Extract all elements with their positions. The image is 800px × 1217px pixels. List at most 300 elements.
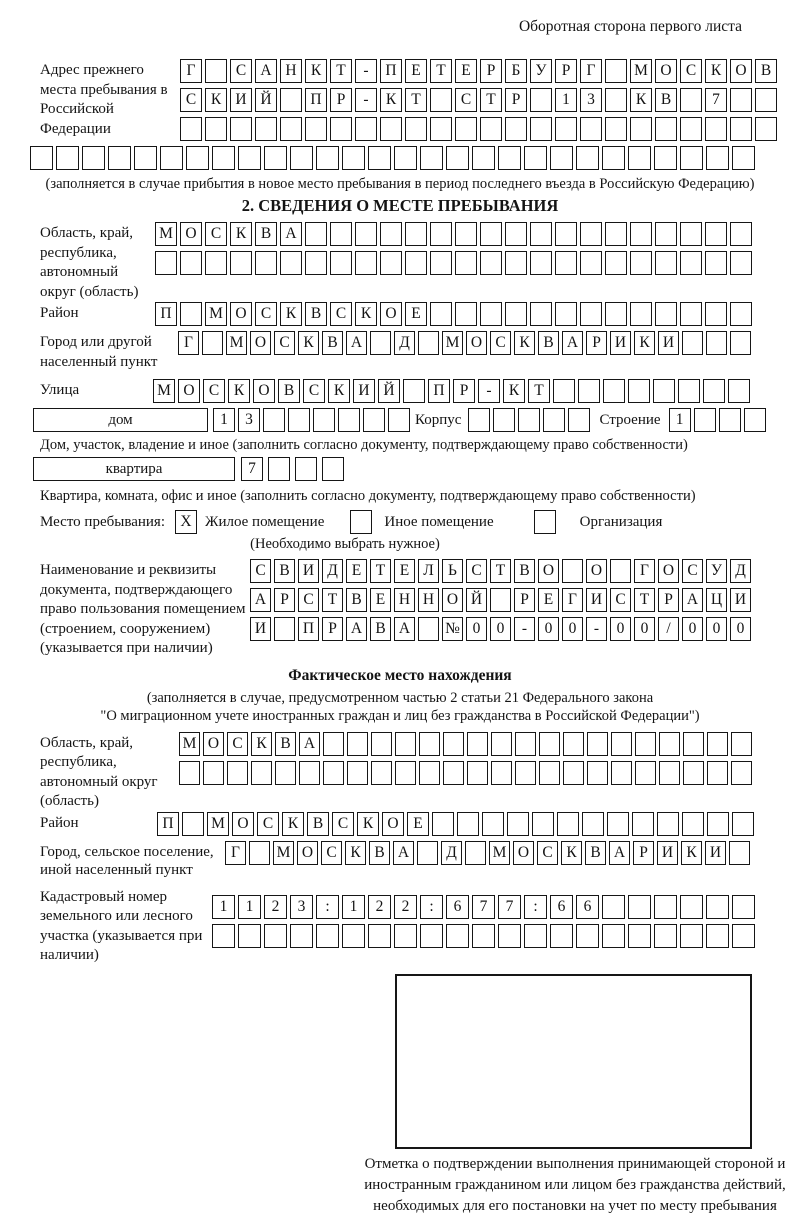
char-box[interactable]: О	[586, 559, 607, 583]
char-box[interactable]: 3	[238, 408, 260, 432]
char-box[interactable]	[405, 251, 427, 275]
char-box[interactable]: Г	[225, 841, 246, 865]
char-box[interactable]: 0	[706, 617, 727, 641]
char-box[interactable]: А	[299, 732, 320, 756]
char-box[interactable]	[380, 117, 402, 141]
char-box[interactable]	[630, 222, 652, 246]
char-box[interactable]	[628, 924, 651, 948]
char-box[interactable]: И	[586, 588, 607, 612]
char-box[interactable]: Е	[455, 59, 477, 83]
char-box[interactable]	[635, 732, 656, 756]
char-box[interactable]: Р	[274, 588, 295, 612]
char-box[interactable]	[682, 812, 704, 836]
char-box[interactable]	[205, 251, 227, 275]
char-box[interactable]	[524, 146, 547, 170]
char-box[interactable]: О	[655, 59, 677, 83]
char-box[interactable]	[347, 732, 368, 756]
cadastre-row-1[interactable]	[212, 895, 758, 919]
char-box[interactable]	[505, 302, 527, 326]
char-box[interactable]	[680, 88, 702, 112]
char-box[interactable]	[323, 732, 344, 756]
char-box[interactable]	[56, 146, 79, 170]
char-box[interactable]: О	[380, 302, 402, 326]
char-box[interactable]	[230, 251, 252, 275]
char-box[interactable]: Д	[441, 841, 462, 865]
char-box[interactable]: -	[478, 379, 500, 403]
char-box[interactable]: И	[658, 331, 679, 355]
char-box[interactable]	[706, 146, 729, 170]
char-box[interactable]	[680, 117, 702, 141]
char-box[interactable]: К	[280, 302, 302, 326]
char-box[interactable]: 1	[342, 895, 365, 919]
char-box[interactable]	[491, 761, 512, 785]
char-box[interactable]: К	[205, 88, 227, 112]
char-box[interactable]	[530, 251, 552, 275]
char-box[interactable]: С	[257, 812, 279, 836]
char-box[interactable]	[380, 222, 402, 246]
char-box[interactable]	[680, 251, 702, 275]
char-box[interactable]	[605, 117, 627, 141]
char-box[interactable]: С	[298, 588, 319, 612]
char-box[interactable]	[530, 117, 552, 141]
char-box[interactable]: А	[250, 588, 271, 612]
char-box[interactable]: И	[657, 841, 678, 865]
char-box[interactable]: Е	[407, 812, 429, 836]
char-box[interactable]: В	[538, 331, 559, 355]
char-box[interactable]	[305, 251, 327, 275]
char-box[interactable]	[446, 924, 469, 948]
char-box[interactable]: 1	[212, 895, 235, 919]
actual-district-row[interactable]	[157, 812, 757, 836]
char-box[interactable]: А	[394, 617, 415, 641]
char-box[interactable]	[482, 812, 504, 836]
char-box[interactable]	[305, 222, 327, 246]
char-box[interactable]: :	[420, 895, 443, 919]
char-box[interactable]	[420, 924, 443, 948]
char-box[interactable]	[630, 302, 652, 326]
char-box[interactable]	[480, 117, 502, 141]
char-box[interactable]	[403, 379, 425, 403]
char-box[interactable]: В	[322, 331, 343, 355]
char-box[interactable]: С	[203, 379, 225, 403]
char-box[interactable]: В	[307, 812, 329, 836]
char-box[interactable]: П	[157, 812, 179, 836]
char-box[interactable]: Р	[633, 841, 654, 865]
char-box[interactable]	[706, 895, 729, 919]
char-box[interactable]	[480, 302, 502, 326]
char-box[interactable]	[305, 117, 327, 141]
char-box[interactable]: О	[538, 559, 559, 583]
char-box[interactable]	[580, 222, 602, 246]
char-box[interactable]	[555, 222, 577, 246]
char-box[interactable]	[238, 146, 261, 170]
char-box[interactable]	[342, 924, 365, 948]
char-box[interactable]: М	[207, 812, 229, 836]
char-box[interactable]	[578, 379, 600, 403]
char-box[interactable]	[635, 761, 656, 785]
char-box[interactable]: 0	[682, 617, 703, 641]
char-box[interactable]	[543, 408, 565, 432]
char-box[interactable]	[562, 559, 583, 583]
char-box[interactable]: О	[466, 331, 487, 355]
char-box[interactable]	[316, 924, 339, 948]
region-row-1[interactable]	[155, 222, 755, 246]
char-box[interactable]: О	[178, 379, 200, 403]
char-box[interactable]	[580, 251, 602, 275]
char-box[interactable]	[755, 88, 777, 112]
char-box[interactable]	[186, 146, 209, 170]
char-box[interactable]	[719, 408, 741, 432]
char-box[interactable]	[323, 761, 344, 785]
char-box[interactable]: 0	[610, 617, 631, 641]
char-box[interactable]: К	[345, 841, 366, 865]
char-box[interactable]: Б	[505, 59, 527, 83]
char-box[interactable]	[368, 924, 391, 948]
char-box[interactable]: М	[179, 732, 200, 756]
char-box[interactable]	[610, 559, 631, 583]
char-box[interactable]	[557, 812, 579, 836]
char-box[interactable]	[263, 408, 285, 432]
char-box[interactable]: 6	[576, 895, 599, 919]
char-box[interactable]: -	[514, 617, 535, 641]
char-box[interactable]	[182, 812, 204, 836]
char-box[interactable]	[654, 924, 677, 948]
char-box[interactable]: 2	[264, 895, 287, 919]
char-box[interactable]: О	[253, 379, 275, 403]
char-box[interactable]: И	[730, 588, 751, 612]
char-box[interactable]: Р	[480, 59, 502, 83]
char-box[interactable]: М	[153, 379, 175, 403]
char-box[interactable]: С	[455, 88, 477, 112]
char-box[interactable]: К	[630, 88, 652, 112]
char-box[interactable]	[388, 408, 410, 432]
char-box[interactable]	[205, 117, 227, 141]
korpus-row[interactable]	[468, 408, 593, 432]
char-box[interactable]: А	[609, 841, 630, 865]
char-box[interactable]: К	[705, 59, 727, 83]
char-box[interactable]	[605, 251, 627, 275]
char-box[interactable]	[655, 222, 677, 246]
char-box[interactable]: Т	[322, 588, 343, 612]
char-box[interactable]	[630, 117, 652, 141]
house-number-row[interactable]	[213, 408, 413, 432]
char-box[interactable]	[491, 732, 512, 756]
prev-address-row-1[interactable]	[180, 59, 780, 83]
char-box[interactable]: 2	[368, 895, 391, 919]
char-box[interactable]	[730, 88, 752, 112]
char-box[interactable]	[430, 88, 452, 112]
char-box[interactable]	[576, 146, 599, 170]
char-box[interactable]	[472, 146, 495, 170]
char-box[interactable]: С	[610, 588, 631, 612]
char-box[interactable]	[313, 408, 335, 432]
char-box[interactable]	[443, 732, 464, 756]
char-box[interactable]	[730, 331, 751, 355]
char-box[interactable]	[530, 88, 552, 112]
char-box[interactable]	[630, 251, 652, 275]
char-box[interactable]	[179, 761, 200, 785]
char-box[interactable]: Т	[528, 379, 550, 403]
document-row-3[interactable]	[250, 617, 754, 641]
stroenie-row[interactable]	[669, 408, 769, 432]
char-box[interactable]: С	[537, 841, 558, 865]
char-box[interactable]	[420, 146, 443, 170]
char-box[interactable]	[417, 841, 438, 865]
char-box[interactable]: Т	[480, 88, 502, 112]
char-box[interactable]	[295, 457, 317, 481]
char-box[interactable]: С	[303, 379, 325, 403]
char-box[interactable]: 1	[555, 88, 577, 112]
char-box[interactable]	[371, 761, 392, 785]
char-box[interactable]	[418, 617, 439, 641]
char-box[interactable]	[505, 251, 527, 275]
char-box[interactable]: С	[227, 732, 248, 756]
char-box[interactable]	[203, 761, 224, 785]
char-box[interactable]: Ц	[706, 588, 727, 612]
char-box[interactable]	[683, 732, 704, 756]
char-box[interactable]	[654, 895, 677, 919]
char-box[interactable]: А	[682, 588, 703, 612]
char-box[interactable]: К	[251, 732, 272, 756]
char-box[interactable]	[730, 251, 752, 275]
char-box[interactable]	[705, 222, 727, 246]
char-box[interactable]: М	[155, 222, 177, 246]
char-box[interactable]: Е	[346, 559, 367, 583]
char-box[interactable]: С	[274, 331, 295, 355]
char-box[interactable]: М	[489, 841, 510, 865]
char-box[interactable]: 3	[580, 88, 602, 112]
char-box[interactable]	[268, 457, 290, 481]
stay-dwelling-checkbox[interactable]: X	[175, 510, 197, 534]
char-box[interactable]: Р	[330, 88, 352, 112]
char-box[interactable]: А	[393, 841, 414, 865]
char-box[interactable]: В	[514, 559, 535, 583]
char-box[interactable]	[611, 732, 632, 756]
char-box[interactable]: 0	[490, 617, 511, 641]
char-box[interactable]	[705, 302, 727, 326]
char-box[interactable]	[275, 761, 296, 785]
char-box[interactable]	[355, 222, 377, 246]
char-box[interactable]	[653, 379, 675, 403]
char-box[interactable]: О	[658, 559, 679, 583]
char-box[interactable]: В	[755, 59, 777, 83]
char-box[interactable]	[274, 617, 295, 641]
char-box[interactable]	[371, 732, 392, 756]
char-box[interactable]: С	[332, 812, 354, 836]
char-box[interactable]	[443, 761, 464, 785]
char-box[interactable]: Р	[453, 379, 475, 403]
char-box[interactable]	[455, 302, 477, 326]
char-box[interactable]	[605, 88, 627, 112]
char-box[interactable]	[555, 302, 577, 326]
char-box[interactable]	[160, 146, 183, 170]
char-box[interactable]	[654, 146, 677, 170]
char-box[interactable]: О	[180, 222, 202, 246]
char-box[interactable]	[490, 588, 511, 612]
char-box[interactable]	[632, 812, 654, 836]
char-box[interactable]: Т	[330, 59, 352, 83]
char-box[interactable]: О	[730, 59, 752, 83]
char-box[interactable]: 0	[730, 617, 751, 641]
char-box[interactable]: П	[305, 88, 327, 112]
char-box[interactable]	[230, 117, 252, 141]
char-box[interactable]: И	[230, 88, 252, 112]
char-box[interactable]: 0	[466, 617, 487, 641]
char-box[interactable]	[655, 251, 677, 275]
char-box[interactable]	[605, 222, 627, 246]
char-box[interactable]	[342, 146, 365, 170]
char-box[interactable]	[330, 222, 352, 246]
char-box[interactable]	[280, 251, 302, 275]
char-box[interactable]	[563, 732, 584, 756]
char-box[interactable]: М	[226, 331, 247, 355]
char-box[interactable]	[530, 222, 552, 246]
char-box[interactable]: К	[282, 812, 304, 836]
char-box[interactable]	[264, 146, 287, 170]
stay-other-checkbox[interactable]	[350, 510, 372, 534]
char-box[interactable]	[238, 924, 261, 948]
char-box[interactable]	[655, 302, 677, 326]
char-box[interactable]	[505, 117, 527, 141]
char-box[interactable]: И	[353, 379, 375, 403]
char-box[interactable]: 0	[538, 617, 559, 641]
char-box[interactable]: 0	[562, 617, 583, 641]
char-box[interactable]	[446, 146, 469, 170]
char-box[interactable]: К	[355, 302, 377, 326]
char-box[interactable]	[405, 222, 427, 246]
char-box[interactable]	[395, 761, 416, 785]
char-box[interactable]: Й	[378, 379, 400, 403]
char-box[interactable]: Е	[405, 302, 427, 326]
prev-address-row-4[interactable]	[30, 146, 760, 170]
char-box[interactable]	[419, 761, 440, 785]
char-box[interactable]: Е	[405, 59, 427, 83]
char-box[interactable]: П	[428, 379, 450, 403]
char-box[interactable]	[678, 379, 700, 403]
char-box[interactable]	[680, 222, 702, 246]
street-row[interactable]	[153, 379, 753, 403]
char-box[interactable]	[468, 408, 490, 432]
char-box[interactable]	[659, 732, 680, 756]
char-box[interactable]: Т	[490, 559, 511, 583]
char-box[interactable]	[355, 117, 377, 141]
char-box[interactable]: К	[298, 331, 319, 355]
char-box[interactable]: М	[442, 331, 463, 355]
char-box[interactable]	[280, 117, 302, 141]
char-box[interactable]: Г	[634, 559, 655, 583]
char-box[interactable]: Т	[405, 88, 427, 112]
char-box[interactable]: В	[346, 588, 367, 612]
char-box[interactable]: А	[346, 331, 367, 355]
char-box[interactable]	[682, 331, 703, 355]
char-box[interactable]	[680, 924, 703, 948]
char-box[interactable]: И	[705, 841, 726, 865]
char-box[interactable]	[628, 895, 651, 919]
char-box[interactable]	[394, 924, 417, 948]
char-box[interactable]	[380, 251, 402, 275]
char-box[interactable]: Е	[394, 559, 415, 583]
stay-organization-checkbox[interactable]	[534, 510, 556, 534]
char-box[interactable]	[338, 408, 360, 432]
char-box[interactable]	[108, 146, 131, 170]
char-box[interactable]: С	[250, 559, 271, 583]
char-box[interactable]: А	[562, 331, 583, 355]
char-box[interactable]: С	[205, 222, 227, 246]
char-box[interactable]	[251, 761, 272, 785]
cadastre-row-2[interactable]	[212, 924, 758, 948]
char-box[interactable]: В	[305, 302, 327, 326]
char-box[interactable]: С	[682, 559, 703, 583]
char-box[interactable]: №	[442, 617, 463, 641]
char-box[interactable]: В	[370, 617, 391, 641]
char-box[interactable]	[524, 924, 547, 948]
char-box[interactable]: Н	[280, 59, 302, 83]
char-box[interactable]	[539, 732, 560, 756]
char-box[interactable]	[659, 761, 680, 785]
char-box[interactable]: 7	[498, 895, 521, 919]
char-box[interactable]: У	[530, 59, 552, 83]
char-box[interactable]	[363, 408, 385, 432]
char-box[interactable]	[732, 812, 754, 836]
char-box[interactable]	[705, 117, 727, 141]
char-box[interactable]	[316, 146, 339, 170]
char-box[interactable]: М	[630, 59, 652, 83]
char-box[interactable]	[518, 408, 540, 432]
char-box[interactable]: -	[355, 88, 377, 112]
char-box[interactable]	[355, 251, 377, 275]
char-box[interactable]	[680, 302, 702, 326]
char-box[interactable]	[264, 924, 287, 948]
char-box[interactable]: Л	[418, 559, 439, 583]
char-box[interactable]	[706, 924, 729, 948]
char-box[interactable]: А	[346, 617, 367, 641]
char-box[interactable]	[280, 88, 302, 112]
char-box[interactable]	[602, 146, 625, 170]
char-box[interactable]: Н	[394, 588, 415, 612]
char-box[interactable]: В	[585, 841, 606, 865]
char-box[interactable]	[498, 146, 521, 170]
char-box[interactable]	[703, 379, 725, 403]
char-box[interactable]	[370, 331, 391, 355]
char-box[interactable]	[430, 302, 452, 326]
char-box[interactable]	[430, 222, 452, 246]
char-box[interactable]: Г	[562, 588, 583, 612]
char-box[interactable]	[290, 146, 313, 170]
char-box[interactable]: 7	[705, 88, 727, 112]
char-box[interactable]: Р	[586, 331, 607, 355]
char-box[interactable]: О	[297, 841, 318, 865]
char-box[interactable]: М	[205, 302, 227, 326]
char-box[interactable]	[657, 812, 679, 836]
char-box[interactable]: Й	[255, 88, 277, 112]
char-box[interactable]	[493, 408, 515, 432]
char-box[interactable]	[730, 302, 752, 326]
char-box[interactable]	[582, 812, 604, 836]
char-box[interactable]: В	[369, 841, 390, 865]
char-box[interactable]: -	[355, 59, 377, 83]
char-box[interactable]	[467, 761, 488, 785]
char-box[interactable]	[530, 302, 552, 326]
char-box[interactable]: О	[232, 812, 254, 836]
char-box[interactable]	[755, 117, 777, 141]
char-box[interactable]	[330, 251, 352, 275]
char-box[interactable]	[465, 841, 486, 865]
char-box[interactable]	[731, 761, 752, 785]
char-box[interactable]: У	[706, 559, 727, 583]
char-box[interactable]	[602, 895, 625, 919]
char-box[interactable]: Й	[466, 588, 487, 612]
char-box[interactable]: -	[586, 617, 607, 641]
